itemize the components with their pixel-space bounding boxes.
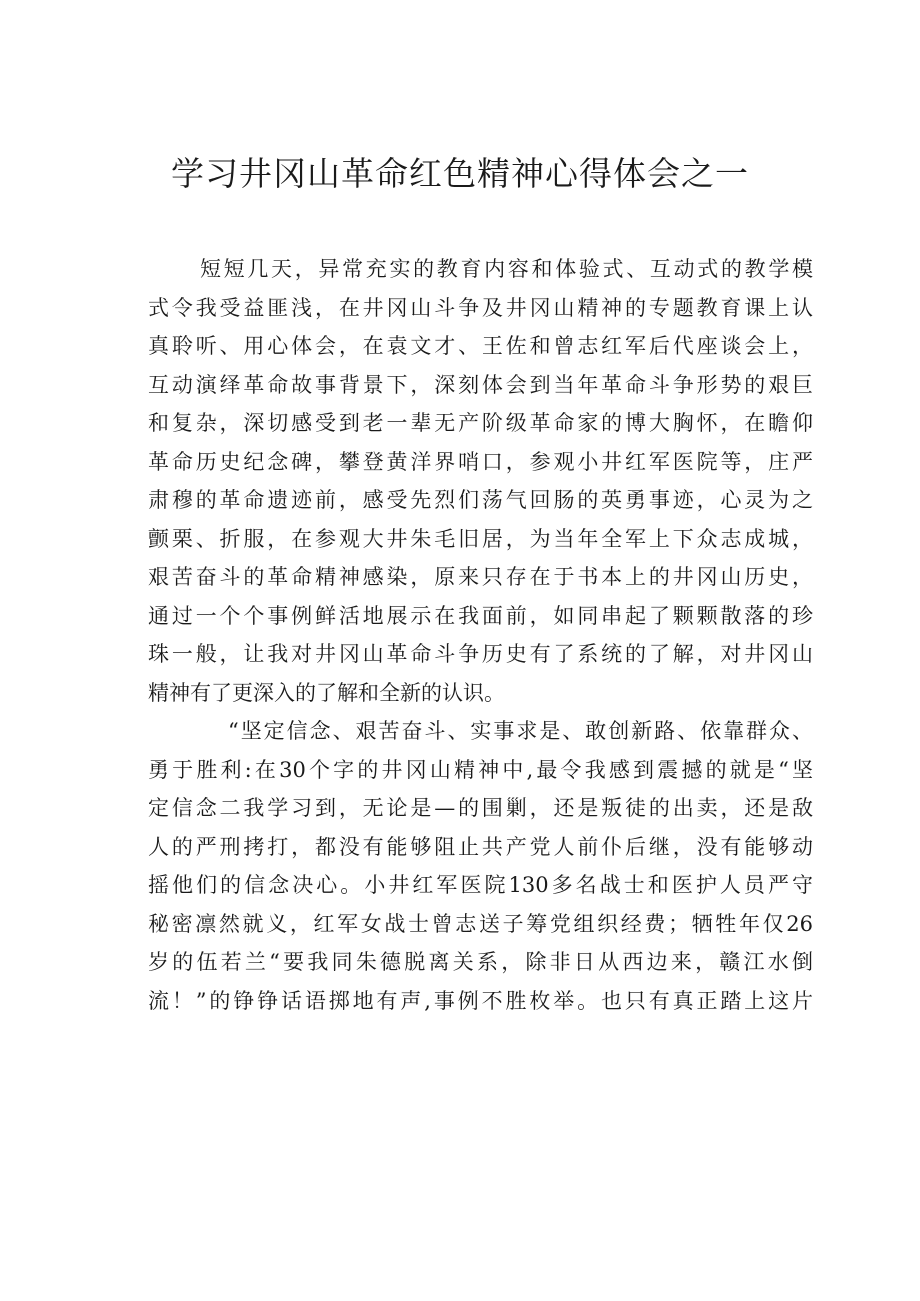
text-line: 秘密凛然就义，红军女战士曾志送子筹党组织经费；牺牲年仅26: [148, 911, 813, 936]
paragraph-1: [148, 250, 813, 712]
document-title: 学习井冈山革命红色精神心得体会之一: [171, 154, 749, 193]
paragraph-2: [148, 712, 813, 1020]
text-line: 真聆听、用心体会，在袁文才、王佐和曾志红军后代座谈会上，: [148, 334, 813, 358]
text-line: 勇于胜利:在30个字的井冈山精神中,最令我感到震撼的就是“坚: [148, 757, 813, 782]
text-line: 精神有了更深入的了解和全新的认识。: [148, 680, 505, 705]
text-line: 流！”的铮铮话语掷地有声,事例不胜枚举。也只有真正踏上这片: [148, 988, 813, 1013]
text-line: 式令我受益匪浅，在井冈山斗争及井冈山精神的专题教育课上认: [148, 295, 813, 320]
text-line: 珠一般，让我对井冈山革命斗争历史有了系统的了解，对井冈山: [148, 642, 813, 666]
text-line: 肃穆的革命遗迹前，感受先烈们荡气回肠的英勇事迹，心灵为之: [148, 488, 813, 512]
text-line: 艰苦奋斗的革命精神感染，原来只存在于书本上的井冈山历史，: [148, 565, 813, 589]
text-line: 通过一个个事例鲜活地展示在我面前，如同串起了颗颗散落的珍: [148, 603, 813, 628]
document-body: [148, 250, 813, 1020]
text-line: 岁的伍若兰“要我同朱德脱离关系，除非日从西边来，赣江水倒: [148, 950, 813, 974]
text-line: 革命历史纪念碑，攀登黄洋界哨口，参观小井红军医院等，庄严: [148, 449, 813, 474]
text-line: 定信念二我学习到，无论是—的围剿，还是叛徒的出卖，还是敌: [148, 796, 813, 820]
text-line: “坚定信念、艰苦奋斗、实事求是、敢创新路、依靠群众、: [228, 719, 813, 743]
text-line: 和复杂，深切感受到老一辈无产阶级革命家的博大胸怀，在瞻仰: [148, 411, 813, 435]
text-line: 短短几天，异常充实的教育内容和体验式、互动式的教学模: [200, 257, 813, 281]
text-line: 颤栗、折服，在参观大井朱毛旧居，为当年全军上下众志成城，: [148, 526, 813, 551]
text-line: 互动演绎革命故事背景下，深刻体会到当年革命斗争形势的艰巨: [148, 372, 813, 397]
text-line: 人的严刑拷打，都没有能够阻止共产党人前仆后继，没有能够动: [148, 834, 813, 859]
text-line: 摇他们的信念决心。小井红军医院130多名战士和医护人员严守: [148, 873, 813, 897]
